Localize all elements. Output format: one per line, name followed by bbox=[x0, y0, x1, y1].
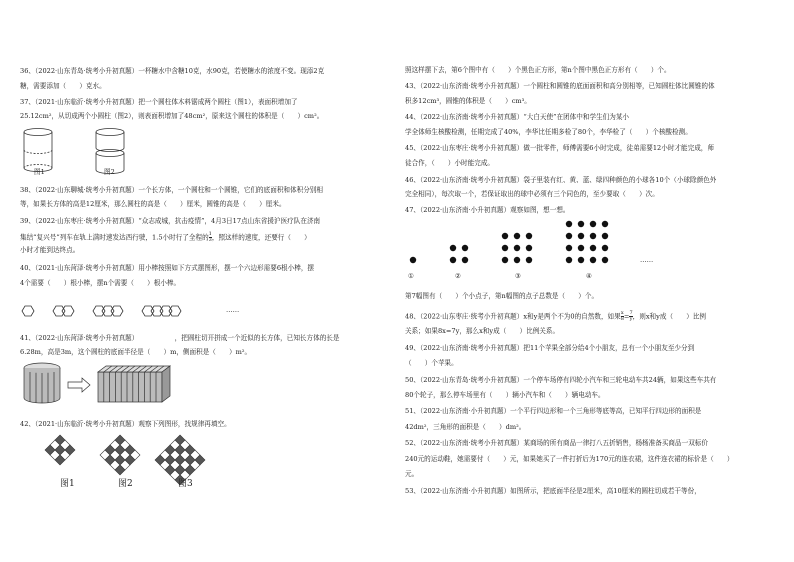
q43-line1: 43、（2022·山东济南·统考小升初真题）一个圆柱和圆锥的底面面积和高分别相等，已知圆柱体比圆锥的体 bbox=[405, 82, 715, 90]
fig1-label: 图1 bbox=[34, 168, 45, 176]
q39-line3: 小时才能到达终点。 bbox=[20, 246, 80, 254]
dot bbox=[602, 221, 608, 227]
dot bbox=[590, 257, 596, 263]
q41-line1: 41、（2022·山东菏泽·统考小升初真题） ，把圆柱切开拼成一个近似的长方体，已知长方体的长是 bbox=[20, 334, 340, 342]
q37-line2: 25.12cm²，从切成两个小圆柱（图2），则表面积增加了48cm²，原来这个圆柱的体积是（ ）cm²。 bbox=[20, 112, 324, 120]
dot bbox=[590, 221, 596, 227]
q44-line1: 44、（2022·山东济南·统考小升初真题）“大白天使”在团体中和学生们为某小 bbox=[405, 113, 630, 121]
hexagon-shape bbox=[102, 306, 114, 316]
q48-text-b: ，则x和y成（ ）比例 bbox=[632, 312, 707, 321]
fraction-7-over-y: $\frac{7}{y}$ bbox=[629, 310, 633, 322]
q52-line1: 52、（2022·山东济南·统考小升初真题）某商场的所有商品一律打八五折销售，杨杨准备买商品一双标价 bbox=[405, 439, 708, 447]
q52-line3: 元。 bbox=[405, 470, 419, 478]
diamond-patterns-figure bbox=[20, 436, 220, 476]
q51-line2: 42dm²，三角形的面积是（ ）dm²。 bbox=[405, 423, 526, 431]
q47-line1: 47、（2022·山东济南·小升初真题）观察如图，想一想。 bbox=[405, 206, 570, 214]
hexagon-shape bbox=[169, 306, 181, 316]
q40-line1: 40、（2021·山东菏泽·统考小升初真题）用小棒按照如下方式摆图形，摆一个六边形需要6根小棒，摆 bbox=[20, 264, 315, 272]
q40-line2: 4个需要（ ）根小棒，摆n个需要（ ）根小棒。 bbox=[20, 279, 181, 287]
dot bbox=[462, 257, 468, 263]
q38-line2: 等，如果长方体的高是12厘米，那么圆柱的高是（ ）厘米，圆锥的高是（ ）厘米。 bbox=[20, 200, 286, 208]
dot bbox=[526, 233, 532, 239]
dot bbox=[578, 245, 584, 251]
q49-line1: 49、（2022·山东济南·统考小升初真题）把11个苹果全部分给4个小朋友，总有一个小朋友至少分到 bbox=[405, 344, 695, 352]
q48-line1: 48、（2022·山东枣庄·统考小升初真题）x和y是两个不为0的自然数，如果 $\frac{x}{8}$ = $\frac{7}{y}$ ，则x和y成（ ）比例 bbox=[405, 310, 707, 322]
q51-line1: 51、（2022·山东济南·小升初真题）一个平行四边形和一个三角形等底等高，已知平行四边形的面积是 bbox=[405, 407, 702, 415]
q42-fig3-label: 图3 bbox=[178, 479, 193, 489]
q36-line2: 糖，需要添加（ ）克水。 bbox=[20, 82, 106, 90]
q39-text-a: 集结“复兴号”列车在轨上满时速发达西行驶，1.5小时行了全程的 bbox=[20, 233, 209, 242]
q45-line2: 徒合作，（ ）小时能完成。 bbox=[405, 159, 495, 167]
q47-label-2: ② bbox=[455, 272, 461, 280]
q39-line1: 39、（2022·山东枣庄·统考小升初真题）“众志成城，抗击疫情”，4月3日17点山东省援沪医疗队在济南 bbox=[20, 217, 321, 225]
q40-ellipsis: …… bbox=[226, 306, 240, 314]
dot bbox=[590, 233, 596, 239]
cylinder-to-cuboid-figure bbox=[20, 360, 180, 410]
dot-pattern-figure bbox=[405, 220, 785, 270]
dot bbox=[526, 245, 532, 251]
q44-line2: 学全体师生核酸检测，任期完成了40%，李华比任期多检了80个，李华检了（ ）个核酸检测。 bbox=[405, 128, 692, 136]
hexagon-shape bbox=[151, 306, 163, 316]
hexagon-shape bbox=[111, 306, 123, 316]
q42-continued: 照这样摆下去，第6个图中有（ ）个黑色正方形，第n个图中黑色正方形有（ ）个。 bbox=[405, 66, 671, 74]
dot bbox=[602, 233, 608, 239]
dot bbox=[578, 257, 584, 263]
fig2-label: 图2 bbox=[104, 168, 115, 176]
dot bbox=[578, 233, 584, 239]
q42-fig2-label: 图2 bbox=[118, 479, 133, 489]
dot bbox=[590, 245, 596, 251]
dot bbox=[566, 221, 572, 227]
dot bbox=[566, 233, 572, 239]
hexagon-shape bbox=[22, 306, 34, 316]
q47-ellipsis: …… bbox=[640, 256, 654, 264]
q36-line1: 36、（2022·山东青岛·统考小升初真题）一杯糖水中含糖10克，水90克，若使糖水的浓度不变。现添2克 bbox=[20, 67, 325, 75]
q47-label-1: ① bbox=[408, 272, 414, 280]
dot bbox=[514, 257, 520, 263]
q38-line1: 38、（2022·山东聊城·统考小升初真题）一个长方体，一个圆柱和一个圆锥，它们的底面积和体积分别相 bbox=[20, 186, 323, 194]
q46-line1: 46、（2022·山东济南·统考小升初真题）袋子里装有红、黄、蓝、绿四种颜色的小球各10个（小球除颜色外 bbox=[405, 176, 717, 184]
dot bbox=[514, 233, 520, 239]
dot bbox=[566, 257, 572, 263]
dot bbox=[566, 245, 572, 251]
q47-answer: 第7幅图有（ ）个小点子，第n幅图的点子总数是（ ）个。 bbox=[405, 292, 599, 300]
q47-label-4: ④ bbox=[586, 272, 592, 280]
fraction-one-third: $\frac{1}{3}$ bbox=[208, 231, 212, 243]
hexagon-shape bbox=[160, 306, 172, 316]
dot bbox=[450, 245, 456, 251]
q48-text-a: 48、（2022·山东枣庄·统考小升初真题）x和y是两个不为0的自然数，如果 bbox=[405, 312, 621, 321]
q41-line2: 6.28m，高是3m，这个圆柱的底面半径是（ ）m，侧面积是（ ）m²。 bbox=[20, 348, 252, 356]
q47-label-3: ③ bbox=[515, 272, 521, 280]
hexagon-shape bbox=[62, 306, 74, 316]
q39-line2 bbox=[20, 232, 311, 243]
dot bbox=[578, 221, 584, 227]
q42-line1: 42、（2021·山东临沂·统考小升初真题）观察下列图形，找规律再填空。 bbox=[20, 420, 231, 428]
dot bbox=[502, 233, 508, 239]
dot bbox=[462, 245, 468, 251]
dot bbox=[450, 257, 456, 263]
dot bbox=[410, 257, 416, 263]
q53-line1: 53、（2022·山东济南·小升初真题）如图所示，把底面半径是2厘米，高10厘米的圆柱切成若干等份， bbox=[405, 487, 701, 495]
dot bbox=[502, 257, 508, 263]
hexagon-shape bbox=[53, 306, 65, 316]
dot bbox=[514, 245, 520, 251]
q50-line1: 50、（2022·山东青岛·统考小升初真题）一个停车场停有四轮小汽车和三轮电动车共24辆，如果这些车共有 bbox=[405, 376, 717, 384]
dot bbox=[502, 245, 508, 251]
dot bbox=[602, 245, 608, 251]
q49-line2: （ ）个苹果。 bbox=[405, 359, 458, 367]
q37-line1: 37、（2021·山东临沂·统考小升初真题）把一个圆柱体木料锯成两个圆柱（图1），表面积增加了 bbox=[20, 98, 298, 106]
q43-line2: 积多12cm³，圆锥的体积是（ ）cm³。 bbox=[405, 97, 531, 105]
hexagon-shape bbox=[93, 306, 105, 316]
q46-line2: 完全相同），每次取一个，若保证取出的球中必须有三个同色的，至少要取（ ）次。 bbox=[405, 190, 659, 198]
q52-line2: 240元的运动鞋，她需要付（ ）元，如果她买了一件打折后为170元的连衣裙，这件连衣裙的标价是（ ） bbox=[405, 455, 734, 463]
hexagon-shape bbox=[142, 306, 154, 316]
q45-line1: 45、（2022·山东枣庄·统考小升初真题）做一批零件，师傅需要6小时完成，徒弟需要12小时才能完成，师 bbox=[405, 144, 714, 152]
hexagons-figure bbox=[20, 300, 240, 322]
q39-text-b: ，照这样的速度，还要行（ ） bbox=[211, 233, 311, 242]
q50-line2: 80个轮子，那么停车场里有（ ）辆小汽车和（ ）辆电动车。 bbox=[405, 391, 605, 399]
q48-line2: 关系；如果8x=7y，那么x和y成（ ）比例关系。 bbox=[405, 327, 560, 335]
dot bbox=[526, 257, 532, 263]
q42-fig1-label: 图1 bbox=[60, 479, 75, 489]
dot bbox=[602, 257, 608, 263]
fraction-x-over-8: $\frac{x}{8}$ bbox=[620, 310, 624, 322]
